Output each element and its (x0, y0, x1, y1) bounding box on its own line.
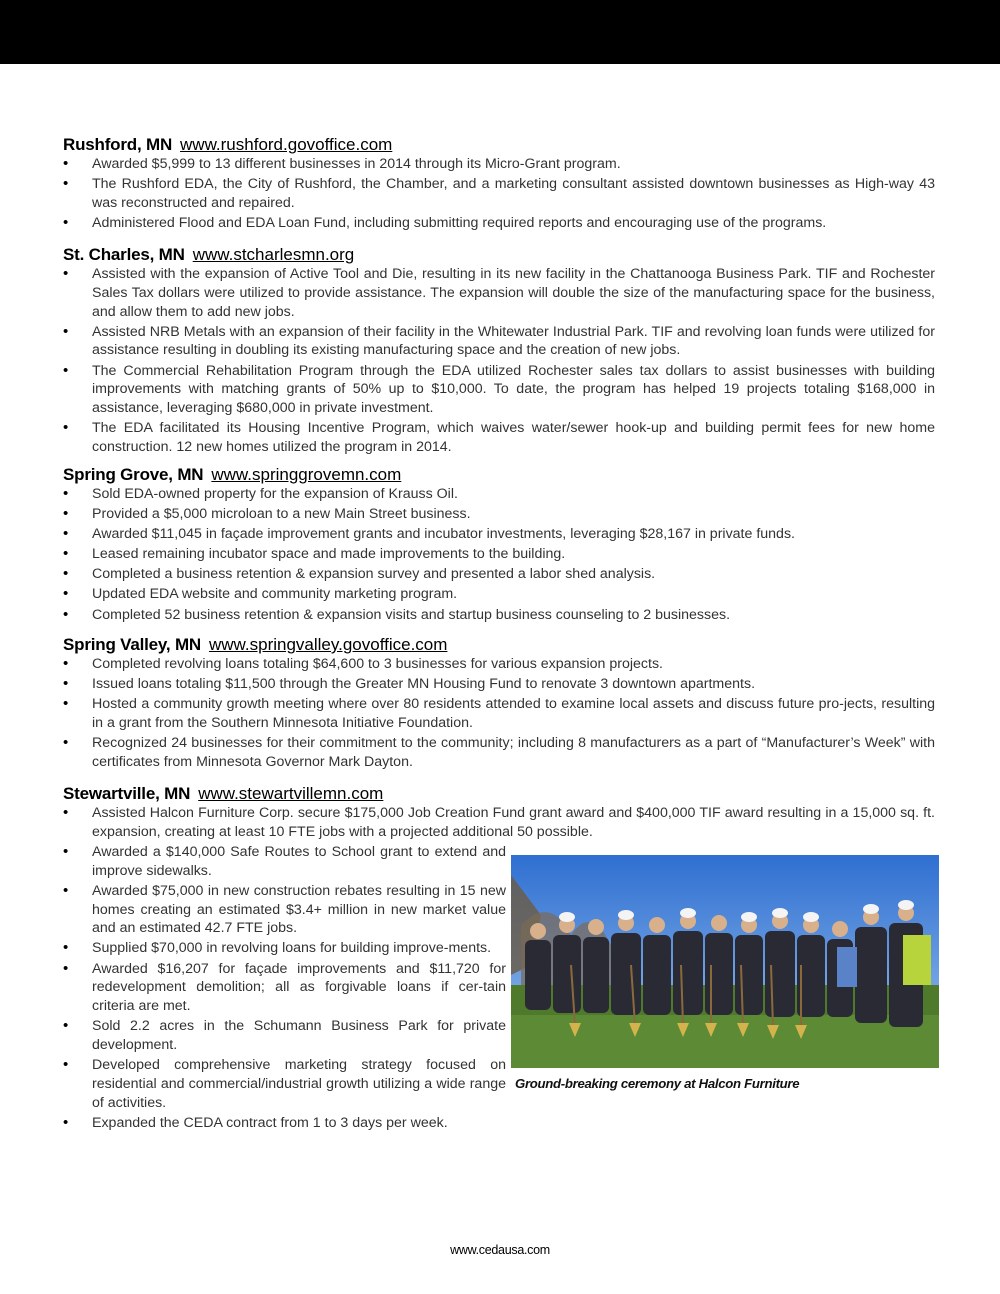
list-item: • The Rushford EDA, the City of Rushford, the Chamber, and a marketing consultant assisted downtown businesses as High-way 43 was reconstructed and repaired. (63, 175, 935, 213)
section-spring-grove (63, 465, 935, 626)
section-heading (63, 784, 935, 804)
list-item: • Developed comprehensive marketing strategy focused on residential and commercial/industrial growth utilizing a wide range of activities. (63, 1056, 506, 1112)
bullet-list (63, 804, 935, 842)
footer-website[interactable]: www.cedausa.com (450, 1243, 550, 1257)
list-item: • Awarded $5,999 to 13 different businesses in 2014 through its Micro-Grant program. (63, 155, 935, 174)
bullet-list (63, 155, 935, 233)
list-item: • Completed a business retention & expansion survey and presented a labor shed analysis. (63, 565, 935, 584)
section-heading (63, 635, 935, 655)
list-item: • Awarded $16,207 for façade improvements and $11,720 for redevelopment demolition; all as forgivable loans if cer-tain criteria are met. (63, 960, 506, 1016)
list-item: • Awarded a $140,000 Safe Routes to School grant to extend and improve sidewalks. (63, 843, 506, 881)
list-item: • Hosted a community growth meeting where over 80 residents attended to examine local assets and discuss future pro-jects, resulting in a grant from the Southern Minnesota Initiative Foundation. (63, 695, 935, 733)
list-item: • Recognized 24 businesses for their commitment to the community; including 8 manufacturers as a part of “Manufacturer’s Week” with certificates from Minnesota Governor Mark Dayton. (63, 734, 935, 772)
city-website-link[interactable]: www.springvalley.govoffice.com (209, 635, 448, 654)
list-item: • Provided a $5,000 microloan to a new Main Street business. (63, 505, 935, 524)
list-item: • Expanded the CEDA contract from 1 to 3 days per week. (63, 1114, 506, 1133)
list-item: • Sold EDA-owned property for the expansion of Krauss Oil. (63, 485, 935, 504)
section-spring-valley (63, 635, 935, 773)
section-rushford (63, 135, 935, 234)
list-item: • Awarded $75,000 in new construction rebates resulting in 15 new homes creating an estimated $3.4+ million in new market value and an estimated 42.7 FTE jobs. (63, 882, 506, 938)
city-name: Rushford, MN (63, 135, 173, 154)
photo-caption: Ground-breaking ceremony at Halcon Furniture (515, 1076, 800, 1091)
list-item: • Sold 2.2 acres in the Schumann Business Park for private development. (63, 1017, 506, 1055)
city-name: St. Charles, MN (63, 245, 185, 264)
city-website-link[interactable]: www.springgrovemn.com (211, 465, 402, 484)
list-item: • Leased remaining incubator space and made improvements to the building. (63, 545, 935, 564)
list-item: • The Commercial Rehabilitation Program through the EDA utilized Rochester sales tax dollars to assist businesses with building improvements with matching grants of 50% up to $10,000. To date, the program has helped 19 projects totaling $168,000 in assistance, leveraging $680,000 in private investment. (63, 362, 935, 418)
section-heading (63, 465, 935, 485)
bullet-list (63, 485, 935, 624)
list-item: • Updated EDA website and community marketing program. (63, 585, 935, 604)
list-item: • The EDA facilitated its Housing Incentive Program, which waives water/sewer hook-up and building permit fees for new home construction. 12 new homes utilized the program in 2014. (63, 419, 935, 457)
list-item: • Issued loans totaling $11,500 through the Greater MN Housing Fund to renovate 3 downtown apartments. (63, 675, 935, 694)
list-item: • Completed revolving loans totaling $64,600 to 3 businesses for various expansion projects. (63, 655, 935, 674)
city-name: Spring Grove, MN (63, 465, 204, 484)
header-bar (0, 0, 1000, 64)
list-item: • Completed 52 business retention & expansion visits and startup business counseling to 2 businesses. (63, 606, 935, 625)
list-item: • Awarded $11,045 in façade improvement grants and incubator investments, leveraging $28,167 in private funds. (63, 525, 935, 544)
ceremony-photo (511, 855, 939, 1068)
bullet-list (63, 265, 935, 457)
section-heading (63, 245, 935, 265)
section-heading (63, 135, 935, 155)
list-item: • Assisted NRB Metals with an expansion of their facility in the Whitewater Industrial Park. TIF and revolving loan funds were utilized for assistance resulting in doubling its existing manufacturing space and the creation of new jobs. (63, 323, 935, 361)
city-name: Stewartville, MN (63, 784, 191, 803)
list-item: • Assisted with the expansion of Active Tool and Die, resulting in its new facility in the Chattanooga Business Park. TIF and Rochester Sales Tax dollars were utilized to provide assistance. The expansion will double the size of the manufacturing space for the business, and allow them to add new jobs. (63, 265, 935, 321)
city-website-link[interactable]: www.stcharlesmn.org (192, 245, 355, 264)
list-item: • Supplied $70,000 in revolving loans for building improve-ments. (63, 939, 506, 958)
section-st-charles (63, 245, 935, 458)
city-website-link[interactable]: www.rushford.govoffice.com (180, 135, 393, 154)
bullet-list (63, 655, 935, 772)
list-item: • Assisted Halcon Furniture Corp. secure $175,000 Job Creation Fund grant award and $400,000 TIF award resulting in a 15,000 sq. ft. expansion, creating at least 10 FTE jobs with a projected additional 50 possible. (63, 804, 935, 842)
city-website-link[interactable]: www.stewartvillemn.com (198, 784, 384, 803)
list-item: • Administered Flood and EDA Loan Fund, including submitting required reports and encouraging use of the programs. (63, 214, 935, 233)
city-name: Spring Valley, MN (63, 635, 201, 654)
